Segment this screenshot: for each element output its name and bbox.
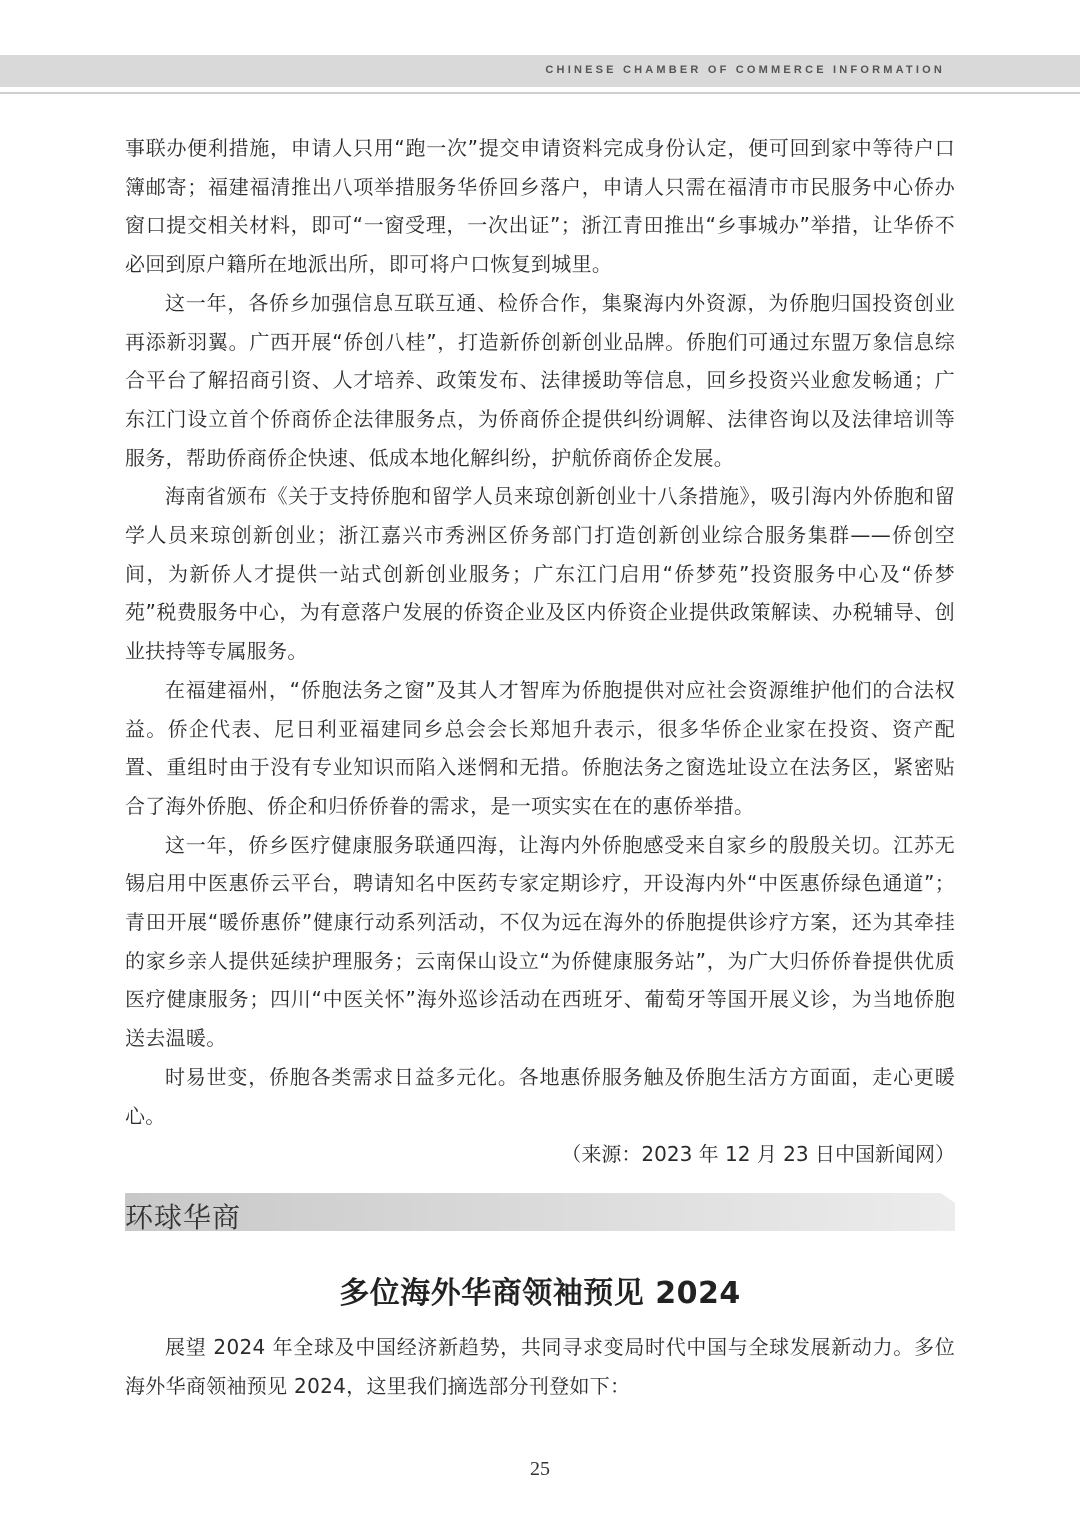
- paragraph: 在福建福州，“侨胞法务之窗”及其人才智库为侨胞提供对应社会资源维护他们的合法权益。侨企代表、尼日利亚福建同乡总会会长郑旭升表示，很多华侨企业家在投资、资产配置、重组时由于没有专业知识而陷入迷惘和无措。侨胞法务之窗选址设立在法务区，紧密贴合了海外侨胞、侨企和归侨侨眷的需求，是一项实实在在的惠侨举措。: [125, 677, 955, 818]
- paragraph: 这一年，侨乡医疗健康服务联通四海，让海内外侨胞感受来自家乡的殷殷关切。江苏无锡启用中医惠侨云平台，聘请知名中医药专家定期诊疗，开设海内外“中医惠侨绿色通道”；青田开展“暖侨惠侨”健康行动系列活动，不仅为远在海外的侨胞提供诊疗方案，还为其牵挂的家乡亲人提供延续护理服务；云南保山设立“为侨健康服务站”，为广大归侨侨眷提供优质医疗健康服务；四川“中医关怀”海外巡诊活动在西班牙、葡萄牙等国开展义诊，为当地侨胞送去温暖。: [125, 832, 955, 1051]
- paragraph: 这一年，各侨乡加强信息互联互通、检侨合作，集聚海内外资源，为侨胞归国投资创业再添新羽翼。广西开展“侨创八桂”，打造新侨创新创业品牌。侨胞们可通过东盟万象信息综合平台了解招商引资、人才培养、政策发布、法律援助等信息，回乡投资兴业愈发畅通；广东江门设立首个侨商侨企法律服务点，为侨商侨企提供纠纷调解、法律咨询以及法律培训等服务，帮助侨商侨企快速、低成本地化解纠纷，护航侨商侨企发展。: [125, 290, 955, 470]
- intro-paragraph: 展望 2024 年全球及中国经济新趋势，共同寻求变局时代中国与全球发展新动力。多位海外华商领袖预见 2024，这里我们摘选部分刊登如下：: [125, 1335, 955, 1398]
- paragraph: 海南省颁布《关于支持侨胞和留学人员来琼创新创业十八条措施》，吸引海内外侨胞和留学人员来琼创新创业；浙江嘉兴市秀洲区侨务部门打造创新创业综合服务集群——侨创空间，为新侨人才提供一站式创新创业服务；广东江门启用“侨梦苑”投资服务中心及“侨梦苑”税费服务中心，为有意落户发展的侨资企业及区内侨资企业提供政策解读、办税辅导、创业扶持等专属服务。: [125, 484, 955, 664]
- article-body: [125, 129, 955, 1174]
- running-header: CHINESE CHAMBER OF COMMERCE INFORMATION: [545, 64, 945, 76]
- page-number: 25: [530, 1458, 550, 1480]
- section-title: 环球华商: [125, 1201, 242, 1234]
- header-divider: [0, 92, 1080, 94]
- paragraph: 时易世变，侨胞各类需求日益多元化。各地惠侨服务触及侨胞生活方方面面，走心更暖心。: [125, 1064, 955, 1128]
- article-title: 多位海外华商领袖预见 2024: [339, 1276, 741, 1311]
- section-header: [125, 1193, 955, 1234]
- paragraph: 事联办便利措施，申请人只用“跑一次”提交申请资料完成身份认定，便可回到家中等待户口簿邮寄；福建福清推出八项举措服务华侨回乡落户，申请人只需在福清市市民服务中心侨办窗口提交相关材料，即可“一窗受理，一次出证”；浙江青田推出“乡事城办”举措，让华侨不必回到原户籍所在地派出所，即可将户口恢复到城里。: [125, 136, 955, 277]
- article-intro: [125, 1328, 955, 1405]
- source-citation: （来源：2023 年 12 月 23 日中国新闻网）: [561, 1142, 955, 1167]
